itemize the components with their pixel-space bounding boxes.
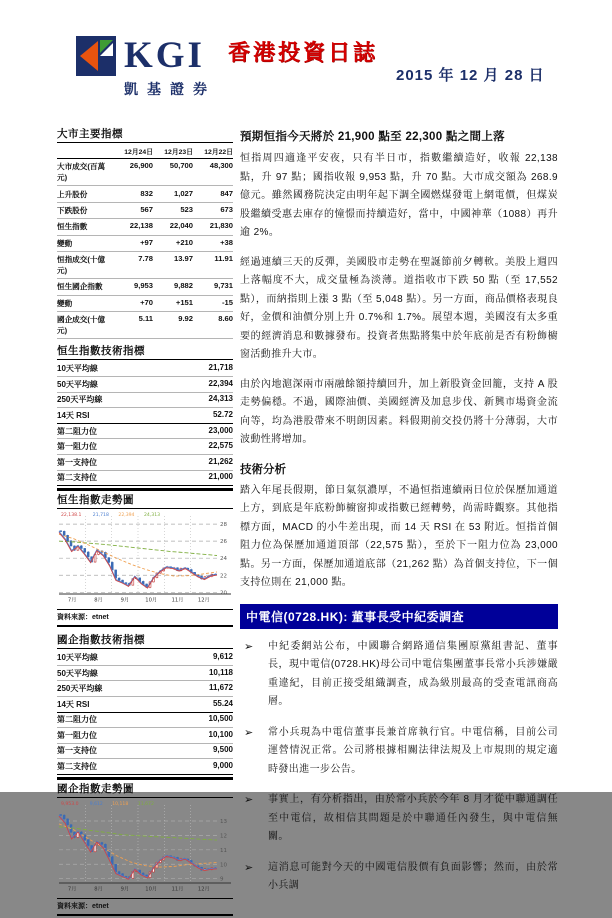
row-label: 上升股份 <box>57 189 88 199</box>
row-value: +38 <box>220 237 233 247</box>
row-value: 11.91 <box>214 254 233 264</box>
indicator-row <box>57 697 233 713</box>
market-commentary <box>240 150 558 450</box>
bullet-arrow-icon: ➢ <box>244 726 254 739</box>
bullet-text: 常小兵現為中電信董事長兼首席執行官。中電信稱，目前公司運營情況正常。公司將根據相關法律法規及上市規則的規定適時發出進一步公告。 <box>268 726 558 775</box>
indicator-value: 52.72 <box>212 409 233 419</box>
row-value: +210 <box>175 237 193 247</box>
indicator-value: 10,100 <box>208 729 233 739</box>
svg-text:11月: 11月 <box>171 597 184 604</box>
svg-text:9,612: 9,612 <box>89 801 103 807</box>
row-value: 523 <box>180 204 193 214</box>
svg-text:10月: 10月 <box>145 597 158 604</box>
svg-text:8月: 8月 <box>94 597 103 604</box>
table-row <box>57 186 233 202</box>
row-value: +70 <box>140 297 153 307</box>
market-table-corner-cell <box>57 146 113 156</box>
indicator-label: 14天 RSI <box>57 410 90 420</box>
svg-text:24: 24 <box>220 556 227 563</box>
tech-analysis-heading: 技術分析 <box>240 463 286 476</box>
svg-text:12月: 12月 <box>197 886 210 893</box>
row-value: +97 <box>140 237 153 247</box>
row-value: 13.97 <box>173 254 193 264</box>
tech-analysis-paragraph: 踏入年尾長假期，節日氣氛濃厚，不過恒指連續兩日位於保歷加通道上方，到底是年底粉飾櫥窗抑或指數已經轉勢，尚需時觀察。其他指標方面，MACD 的小牛差出現，而 14 天 RSI 在 53 附近。恒指首個阻力位為保歷加通道頂部（22,575 點），至於下一阻力位為 23,000 點。另一方面，保歷加通道底部（21,262 點）為首個支持位，下一個支持位則在 21,000 點。 <box>240 484 558 588</box>
bullet-arrow-icon: ➢ <box>244 861 254 874</box>
indicator-value: 24,313 <box>208 394 233 404</box>
indicator-label: 10天平均線 <box>57 652 98 662</box>
indicator-row <box>57 424 233 440</box>
svg-text:22: 22 <box>220 573 227 580</box>
indicator-label: 50天平均線 <box>57 668 98 678</box>
market-table-header-row <box>57 144 233 159</box>
section-title-hscei-chart: 國企指數走勢圖 <box>57 777 233 798</box>
svg-text:28: 28 <box>220 522 227 529</box>
indicator-row <box>57 439 233 455</box>
row-value: 673 <box>220 204 233 214</box>
row-value: 26,900 <box>129 161 153 171</box>
svg-text:10,118: 10,118 <box>112 801 129 807</box>
bullet-text: 這消息可能對今天的中國電信股價有負面影響；然而，由於常小兵調 <box>268 861 558 891</box>
row-label: 國企成交(十億元) <box>57 315 106 336</box>
indicator-row <box>57 393 233 409</box>
indicator-value: 9,500 <box>212 745 233 755</box>
indicator-value: 21,262 <box>208 456 233 466</box>
indicator-row <box>57 713 233 729</box>
list-item <box>240 791 558 847</box>
row-value: +151 <box>175 297 193 307</box>
headline: 預期恒指今天將於 21,900 點至 22,300 點之間上落 <box>240 131 505 143</box>
list-item <box>240 724 558 780</box>
indicator-row <box>57 744 233 760</box>
indicator-label: 10天平均線 <box>57 364 98 374</box>
indicator-row <box>57 471 233 487</box>
bullet-arrow-icon: ➢ <box>244 640 254 653</box>
svg-text:11: 11 <box>220 847 227 854</box>
indicator-row <box>57 759 233 775</box>
indicator-value: 22,394 <box>208 378 233 388</box>
row-value: 48,300 <box>209 161 233 171</box>
market-table-col-header: 12月24日 <box>124 149 153 156</box>
bullet-text: 中紀委網站公布，中國聯合網路通信集團原黨組書記、董事長，現中電信(0728.HK)母公司中電信集團董事長常小兵涉嫌嚴重違紀，目前正接受組織調查，成為級別最高的受查電訊商高層。 <box>268 640 558 707</box>
indicator-row <box>57 455 233 471</box>
indicator-label: 第二阻力位 <box>57 426 97 436</box>
section-title-hsi-tech: 恒生指數技術指標 <box>57 343 233 360</box>
svg-text:8月: 8月 <box>94 886 103 893</box>
logo-text: KGI <box>124 35 205 76</box>
indicator-row <box>57 728 233 744</box>
hscei-tech-indicator-list <box>57 650 233 775</box>
indicator-value: 9,000 <box>212 761 233 771</box>
indicator-value: 55.24 <box>212 698 233 708</box>
row-value: 9.92 <box>178 314 193 324</box>
row-value: 5.11 <box>138 314 153 324</box>
table-row <box>57 236 233 252</box>
row-value: 22,138 <box>129 221 153 231</box>
row-value: 8.60 <box>218 314 233 324</box>
svg-text:22,394: 22,394 <box>118 513 135 519</box>
indicator-row <box>57 377 233 393</box>
svg-text:10: 10 <box>220 862 227 869</box>
table-row <box>57 159 233 186</box>
svg-text:13: 13 <box>220 818 227 825</box>
indicator-label: 第二支持位 <box>57 473 97 483</box>
svg-text:21,718: 21,718 <box>92 513 109 519</box>
svg-text:20: 20 <box>220 590 227 597</box>
indicator-label: 14天 RSI <box>57 699 90 709</box>
indicator-row <box>57 408 233 424</box>
indicator-value: 11,672 <box>208 683 233 693</box>
row-value: 7.78 <box>138 254 153 264</box>
svg-text:11,672: 11,672 <box>137 801 154 807</box>
table-row <box>57 219 233 235</box>
row-value: 9,882 <box>173 281 193 291</box>
indicator-value: 22,575 <box>208 441 233 451</box>
indicator-label: 第一阻力位 <box>57 442 97 452</box>
table-row <box>57 296 233 312</box>
table-row <box>57 312 233 339</box>
row-label: 下跌股份 <box>57 205 88 215</box>
main-content <box>240 128 558 908</box>
table-row <box>57 252 233 279</box>
row-label: 大市成交(百萬元) <box>57 162 106 183</box>
svg-text:7月: 7月 <box>67 597 77 604</box>
indicator-value: 10,118 <box>208 667 233 677</box>
bullet-text: 事實上，有分析指出，由於常小兵於今年 8 月才從中聯通調任至中電信，故相信其問題是於中聯通任內發生，與中電信無關。 <box>268 794 558 842</box>
indicator-value: 21,718 <box>208 363 233 373</box>
svg-text:24,313: 24,313 <box>144 513 161 519</box>
kgi-logo <box>76 36 216 99</box>
hscei-chart-source: 資料來源：etnet <box>57 898 233 916</box>
section-title-hscei-tech: 國企指數技術指標 <box>57 632 233 649</box>
indicator-label: 250天平均線 <box>57 684 103 694</box>
row-value: 1,027 <box>173 188 193 198</box>
row-value: -15 <box>222 297 233 307</box>
indicator-value: 23,000 <box>208 425 233 435</box>
indicator-label: 第一阻力位 <box>57 730 97 740</box>
svg-text:12: 12 <box>220 833 227 840</box>
stock-news-banner: 中電信(0728.HK): 董事長受中紀委調查 <box>240 604 558 629</box>
report-date: 2015 年 12 月 28 日 <box>396 67 545 84</box>
table-row <box>57 279 233 295</box>
market-table-col-header: 12月22日 <box>204 149 233 156</box>
market-table-col-header: 12月23日 <box>164 149 193 156</box>
indicator-label: 250天平均線 <box>57 395 103 405</box>
indicator-label: 第一支持位 <box>57 457 97 467</box>
svg-text:9月: 9月 <box>120 597 130 604</box>
bullet-arrow-icon: ➢ <box>244 794 254 806</box>
list-item <box>240 859 558 896</box>
indicator-row <box>57 361 233 377</box>
hsi-chart-source: 資料來源：etnet <box>57 609 233 627</box>
indicator-row <box>57 650 233 666</box>
row-value: 9,953 <box>133 281 153 291</box>
body-paragraph: 由於內地滬深兩市兩融餘額持續回升，加上新股資金回籠，支持 A 股走勢偏穩。不過，國際油價、美國經濟及加息步伐、新興市場資金流向等，均為港股帶來不明朗因素。料假期前交投仍將十分薄弱，大市波動性將增加。 <box>240 378 558 445</box>
stock-news-bullets <box>240 638 558 896</box>
svg-text:7月: 7月 <box>67 886 77 893</box>
page-title: 香港投資日誌 <box>228 40 379 65</box>
indicator-label: 第二阻力位 <box>57 715 97 725</box>
row-value: 567 <box>140 204 153 214</box>
indicator-row <box>57 681 233 697</box>
row-value: 21,830 <box>209 221 233 231</box>
row-value: 847 <box>220 188 233 198</box>
indicator-row <box>57 666 233 682</box>
left-sidebar <box>57 126 233 918</box>
row-label: 變動 <box>57 298 73 308</box>
hsi-tech-indicator-list <box>57 361 233 486</box>
indicator-value: 21,000 <box>208 472 233 482</box>
section-title-hsi-chart: 恒生指數走勢圖 <box>57 488 233 509</box>
svg-text:11月: 11月 <box>171 886 184 893</box>
svg-text:26: 26 <box>220 539 227 546</box>
indicator-label: 第二支持位 <box>57 762 97 772</box>
row-label: 變動 <box>57 238 73 248</box>
hscei-candlestick-chart <box>57 799 233 893</box>
svg-text:9: 9 <box>220 876 224 883</box>
market-indicators-table <box>57 144 233 339</box>
row-value: 50,700 <box>169 161 193 171</box>
body-paragraph: 經過連續三天的反彈，美國股市走勢在聖誕節前夕轉軟。美股上週四上落幅度不大，成交量極為淡薄。道指收市下跌 50 點（至 17,552 點），而納指則上漲 3 點（至 5,048 點）。另一方面，商品價格表現良好，金價和油價分別上升 0.7%和 1.7%。展望本週，美國沒有太多重要的經濟消息和數據發布。投資者焦點將集中於年底前是否有粉飾櫥窗活動推升大市。 <box>240 256 558 360</box>
logo-subtext: 凱基證券 <box>124 81 216 97</box>
svg-text:9月: 9月 <box>120 886 130 893</box>
row-value: 22,040 <box>169 221 193 231</box>
indicator-label: 第一支持位 <box>57 746 97 756</box>
row-value: 9,731 <box>213 281 233 291</box>
row-label: 恒指成交(十億元) <box>57 255 106 276</box>
body-paragraph: 恒指周四適逢平安夜，只有半日市，指數繼續造好，收報 22,138 點，升 97 點；國指收報 9,953 點，升 70 點。大市成交額為 268.9 億元。雖然國務院決定由明年起下調全國燃煤發電上網電價，但煤炭股繼續受惠去庫存的憧憬而持續造好，當中，中國神華（1088）再升逾 2%。 <box>240 153 558 238</box>
svg-text:12月: 12月 <box>197 597 210 604</box>
row-value: 832 <box>140 188 153 198</box>
list-item <box>240 638 558 712</box>
logo-text-wrap <box>124 36 216 99</box>
row-label: 恒生國企指數 <box>57 282 103 292</box>
kgi-logo-icon <box>76 36 116 76</box>
svg-text:9,953.0: 9,953.0 <box>61 801 79 807</box>
section-title-market-indicators: 大市主要指標 <box>57 126 233 143</box>
indicator-value: 9,612 <box>212 651 233 661</box>
table-row <box>57 203 233 219</box>
indicator-label: 50天平均線 <box>57 379 98 389</box>
svg-text:10月: 10月 <box>145 886 158 893</box>
row-label: 恒生指數 <box>57 222 88 232</box>
hsi-candlestick-chart <box>57 510 233 604</box>
svg-text:22,138.1: 22,138.1 <box>61 513 82 519</box>
indicator-value: 10,500 <box>208 714 233 724</box>
